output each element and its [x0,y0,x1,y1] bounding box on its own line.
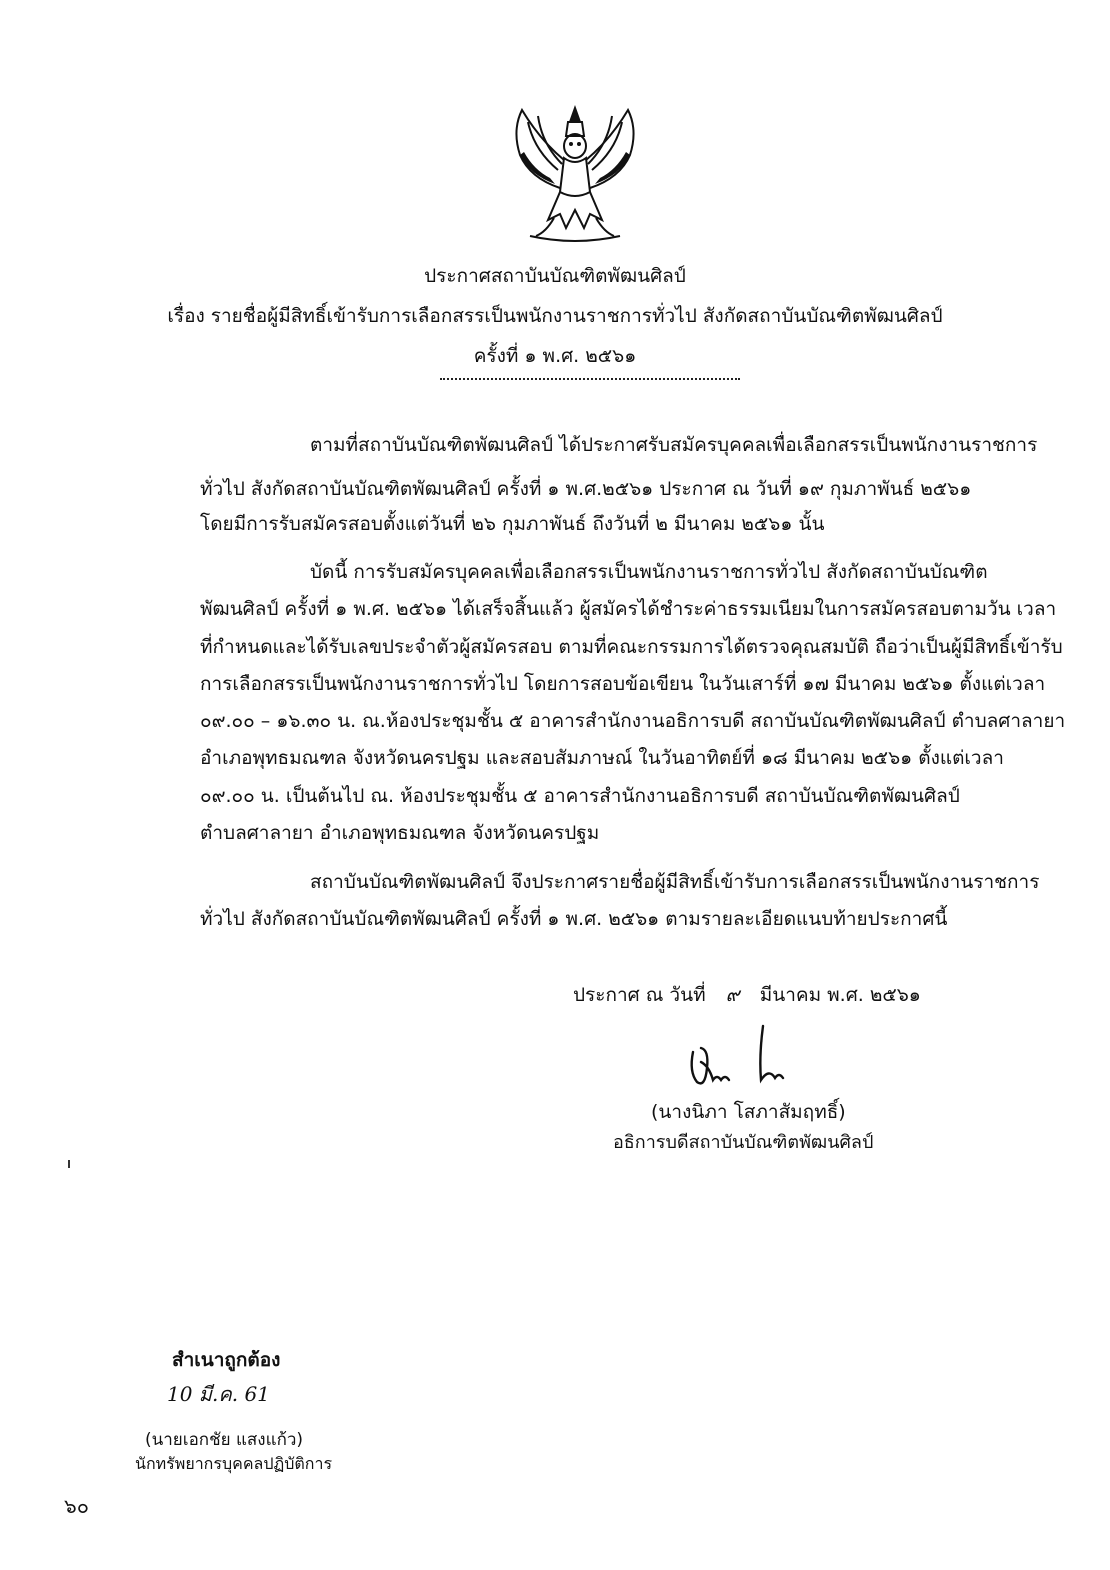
text-line: ทั่วไป สังกัดสถาบันบัณฑิตพัฒนศิลป์ ครั้งที่ ๑ พ.ศ.๒๕๖๑ ประกาศ ณ วันที่ ๑๙ กุมภาพันธ์ ๒๕๖๑ [200,478,972,500]
date-month-year: มีนาคม พ.ศ. ๒๕๖๑ [759,984,921,1006]
text-line: สถาบันบัณฑิตพัฒนศิลป์ จึงประกาศรายชื่อผู้มีสิทธิ์เข้ารับการเลือกสรรเป็นพนักงานราชการ [310,871,1040,893]
announcement-title: ประกาศสถาบันบัณฑิตพัฒนศิลป์ [424,265,686,287]
text-line: การเลือกสรรเป็นพนักงานราชการทั่วไป โดยการสอบข้อเขียน ในวันเสาร์ที่ ๑๗ มีนาคม ๒๕๖๑ ตั้งแต่เวลา [200,673,1046,695]
page-number: ๖๐ [64,1494,89,1518]
text-line: ๐๙.๐๐ – ๑๖.๓๐ น. ณ.ห้องประชุมชั้น ๕ อาคารสำนักงานอธิการบดี สถาบันบัณฑิตพัฒนศิลป์ ตำบลศาลายา [200,710,1066,732]
text-line: พัฒนศิลป์ ครั้งที่ ๑ พ.ศ. ๒๕๖๑ ได้เสร็จสิ้นแล้ว ผู้สมัครได้ชำระค่าธรรมเนียมในการสมัครสอบตามวัน เวลา [200,598,1057,620]
text-line: บัดนี้ การรับสมัครบุคคลเพื่อเลือกสรรเป็นพนักงานราชการทั่วไป สังกัดสถาบันบัณฑิต [310,561,988,583]
certifier-name: (นายเอกชัย แสงแก้ว) [145,1430,304,1450]
text-line: ตามที่สถาบันบัณฑิตพัฒนศิลป์ ได้ประกาศรับสมัครบุคคลเพื่อเลือกสรรเป็นพนักงานราชการ [310,434,1038,456]
certifier-handwriting: 10 มี.ค. 61 [167,1382,270,1406]
text-line: โดยมีการรับสมัครสอบตั้งแต่วันที่ ๒๖ กุมภาพันธ์ ถึงวันที่ ๒ มีนาคม ๒๕๖๑ นั้น [200,513,825,535]
text-line: ทั่วไป สังกัดสถาบันบัณฑิตพัฒนศิลป์ ครั้งที่ ๑ พ.ศ. ๒๕๖๑ ตามรายละเอียดแนบท้ายประกาศนี้ [200,908,948,930]
margin-mark [68,1160,70,1168]
garuda-emblem-icon [500,100,650,242]
director-signature-icon [683,1022,803,1092]
signer-name: (นางนิภา โสภาสัมฤทธิ์) [651,1101,846,1123]
text-line: อำเภอพุทธมณฑล จังหวัดนครปฐม และสอบสัมภาษณ์ ในวันอาทิตย์ที่ ๑๘ มีนาคม ๒๕๖๑ ตั้งแต่เวลา [200,747,1004,769]
signer-position: อธิการบดีสถาบันบัณฑิตพัฒนศิลป์ [613,1132,874,1153]
announcement-subject: เรื่อง รายชื่อผู้มีสิทธิ์เข้ารับการเลือกสรรเป็นพนักงานราชการทั่วไป สังกัดสถาบันบัณฑิตพัฒนศิลป์ [167,305,943,327]
certified-copy-label: สำเนาถูกต้อง [172,1349,281,1371]
announcement-date [573,980,921,1010]
announcement-round: ครั้งที่ ๑ พ.ศ. ๒๕๖๑ [473,345,637,367]
text-line: ตำบลศาลายา อำเภอพุทธมณฑล จังหวัดนครปฐม [200,822,600,844]
dotted-divider [440,378,740,380]
certifier-position: นักทรัพยากรบุคคลปฏิบัติการ [135,1454,333,1473]
text-line: ที่กำหนดและได้รับเลขประจำตัวผู้สมัครสอบ ตามที่คณะกรรมการได้ตรวจคุณสมบัติ ถือว่าเป็นผู้มีสิทธิ์เข้ารับ [200,636,1063,658]
text-line: ๐๙.๐๐ น. เป็นต้นไป ณ. ห้องประชุมชั้น ๕ อาคารสำนักงานอธิการบดี สถาบันบัณฑิตพัฒนศิลป์ [200,785,960,807]
date-day: ๙ [725,984,740,1006]
date-prefix: ประกาศ ณ วันที่ [573,984,706,1006]
